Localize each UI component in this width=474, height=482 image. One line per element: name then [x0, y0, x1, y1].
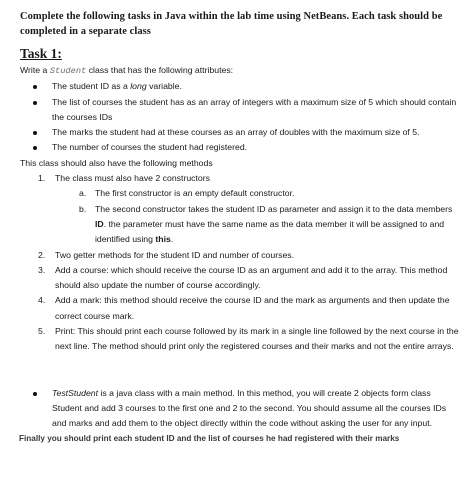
- constructor-item: [79, 186, 460, 201]
- method-text: Add a course: which should receive the course ID as an argument and add it to the array. This method should also update the number of course accordingly.: [55, 264, 448, 291]
- attribute-text-pre: The student ID as a: [52, 81, 131, 92]
- item-number: 3.: [38, 264, 46, 275]
- method-text: Add a mark: this method should receive the course ID and the mark as arguments and then update the correct course mark.: [55, 295, 450, 321]
- line-suffix: class that has the following attributes:: [86, 65, 234, 75]
- attribute-item: [52, 95, 460, 126]
- intro-paragraph: Complete the following tasks in Java within the lab time using NetBeans. Each task should be completed in a separate class: [20, 11, 443, 37]
- attribute-text: The marks the student had at these courses as an array of doubles with the maximum size of 5.: [52, 127, 420, 138]
- method-item: [38, 293, 460, 324]
- teststudent-list: [20, 386, 460, 432]
- bullet-icon: [33, 85, 37, 89]
- spacer: [20, 355, 460, 386]
- constructor-text-mid: . the parameter must have the same name as the data member it will be assigned to and identified using: [95, 218, 445, 245]
- item-number: 1.: [38, 173, 46, 184]
- attribute-item: [52, 140, 460, 155]
- final-instruction: Finally you should print each student ID and the list of courses he had registered with their marks: [19, 433, 400, 443]
- class-description: [20, 63, 460, 79]
- attribute-item: [52, 125, 460, 140]
- methods-intro: This class should also have the following methods: [20, 157, 213, 168]
- constructor-text: The first constructor is an empty default constructor.: [95, 188, 295, 199]
- method-item: [38, 263, 460, 294]
- attribute-text-post: variable.: [146, 81, 182, 92]
- attributes-list: [20, 79, 460, 155]
- item-letter: a.: [79, 188, 87, 199]
- attribute-item: [52, 79, 460, 94]
- constructor-text-post: .: [170, 234, 174, 245]
- bold-this: this: [155, 234, 171, 245]
- teststudent-text: is a java class with a main method. In this method, you will create 2 objects form class Student and add 3 courses to the first one and 2 to the second. You should assume all the courses IDs and marks and add them to the object directly within the code without asking the user for any input.: [52, 387, 447, 429]
- methods-list: [20, 171, 460, 355]
- method-item: [38, 171, 460, 247]
- method-item: [38, 248, 460, 263]
- item-number: 2.: [38, 249, 46, 260]
- teststudent-name: TestStudent: [52, 387, 99, 398]
- bullet-icon: [33, 146, 37, 150]
- method-item: [38, 324, 460, 355]
- task-heading: Task 1:: [20, 46, 62, 61]
- constructors-list: [55, 186, 460, 247]
- bullet-icon: [33, 101, 37, 105]
- bullet-icon: [33, 131, 37, 135]
- attribute-text: The number of courses the student had registered.: [52, 142, 248, 153]
- bullet-icon: [33, 392, 37, 396]
- class-name-code: Student: [49, 66, 87, 76]
- line-prefix: Write a: [20, 65, 50, 75]
- bold-id: ID: [95, 218, 104, 229]
- item-number: 5.: [38, 326, 46, 337]
- method-text: Two getter methods for the student ID and number of courses.: [55, 249, 295, 260]
- constructor-item: [79, 202, 460, 248]
- constructor-text-pre: The second constructor takes the student ID as parameter and assign it to the data members: [95, 203, 453, 214]
- teststudent-item: [52, 386, 460, 432]
- method-text: The class must also have 2 constructors: [55, 173, 210, 184]
- item-number: 4.: [38, 295, 46, 306]
- item-letter: b.: [79, 203, 87, 214]
- attribute-type: long: [130, 81, 147, 92]
- attribute-text: The list of courses the student has as an array of integers with a maximum size of 5 which should contain the courses IDs: [52, 96, 457, 122]
- method-text: Print: This should print each course followed by its mark in a single line followed by the next course in the next line. The method should print only the registered courses and their marks and not the entire arrays.: [55, 326, 459, 352]
